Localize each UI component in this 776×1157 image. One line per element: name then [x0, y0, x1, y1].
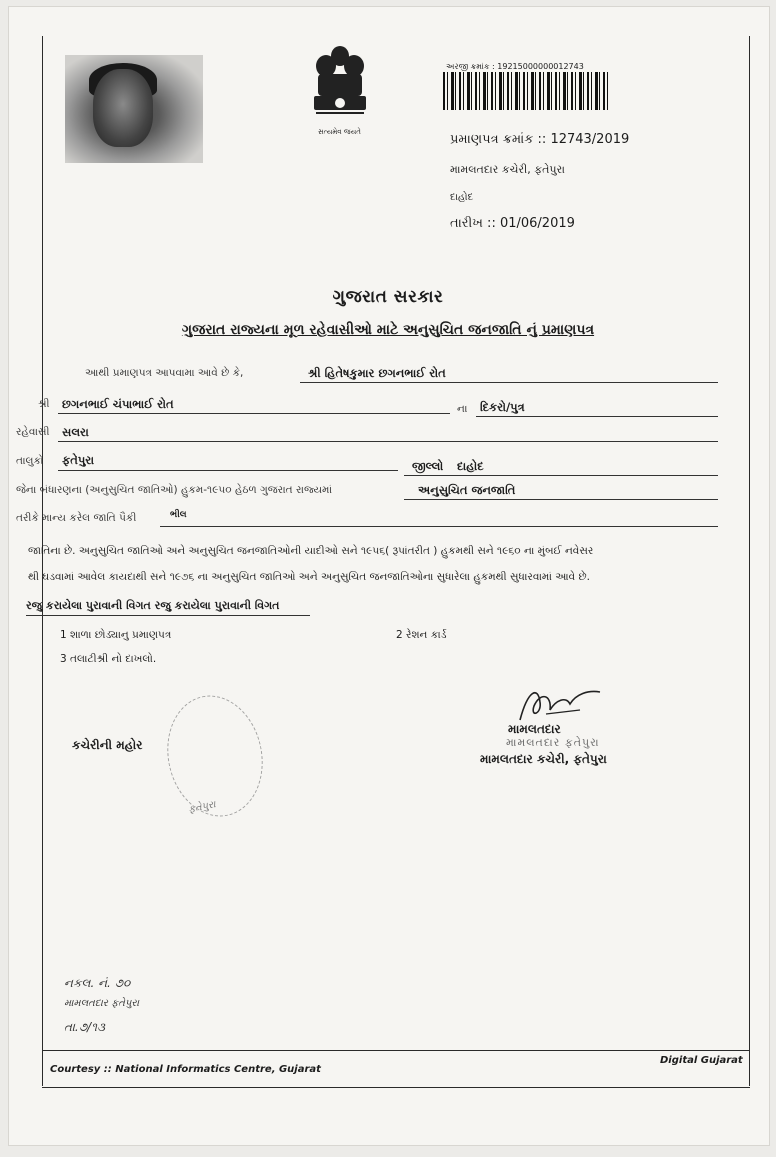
handwritten-date: તા.૭/૧૩	[64, 1020, 105, 1034]
na-label: ના	[457, 403, 468, 415]
application-number: અરજી ક્રમાંક : 19215000000012743	[446, 62, 584, 71]
document-item: 1 શાળા છોડ્યાનુ પ્રમાણપત્ર	[60, 629, 172, 641]
caste: ભીલ	[170, 510, 187, 520]
certificate-number: પ્રમાણપત્ર ક્રમાંક :: 12743/2019	[450, 132, 630, 147]
district-line-rule	[404, 475, 718, 476]
barcode	[443, 72, 611, 110]
relation: દિકરો/પુત્ર	[480, 400, 525, 414]
national-emblem-icon	[302, 42, 378, 142]
signature-mark	[510, 680, 610, 728]
office-seal-label: કચેરીની મહોર	[72, 738, 143, 752]
signatory-designation: મામલતદાર	[508, 722, 561, 736]
order-label: જેના બંધારણના (અનુસુચિત જાતિઓ) હુકમ-૧૯૫૦ હેઠળ ગુજરાત રાજ્યમાં	[16, 484, 333, 496]
category: અનુસુચિત જનજાતિ	[418, 483, 516, 497]
document-item: 3 તલાટીશ્રી નો દાખલો.	[60, 653, 157, 665]
district: દાહોદ	[457, 459, 484, 473]
resident-label: રહેવાસી	[16, 426, 50, 438]
holder-name-line	[300, 382, 718, 383]
relation-line	[476, 416, 718, 417]
category-line	[404, 499, 718, 500]
documents-heading: રજુ કરાયેલા પુરાવાની વિગત રજુ કરાયેલા પુરાવાની વિગત	[26, 599, 280, 612]
certificate-title: ગુજરાત રાજ્યના મૂળ રહેવાસીઓ માટે અનુસુચિત જનજાતિ નું પ્રમાણપત્ર	[181, 322, 595, 338]
documents-heading-underline	[26, 615, 310, 616]
footer-courtesy: Courtesy :: National Informatics Centre, Gujarat	[50, 1064, 321, 1075]
legal-paragraph-line-1: જાતિના છે. અનુસુચિત જાતિઓ અને અનુસુચિત જનજાતિઓની યાદીઓ સને ૧૯૫૬( રૂપાંતરીત ) હુકમથી સને ૧૯૬૦ ના મુંબઈ નવેસર	[28, 545, 594, 557]
village-line	[58, 441, 718, 442]
footer-brand: Digital Gujarat	[660, 1055, 743, 1066]
handwritten-copy-number: નકલ. નં. ૭૦	[64, 976, 131, 990]
office-line: મામલતદાર કચેરી, ફતેપુરા	[450, 163, 565, 176]
intro-label: આથી પ્રમાણપત્ર આપવામા આવે છે કે,	[85, 367, 244, 379]
document-item: 2 રેશન કાર્ડ	[396, 629, 447, 641]
taluka-line	[58, 470, 398, 471]
caste-line	[160, 526, 718, 527]
handwritten-office: મામલતદાર ફતેપુરા	[64, 998, 140, 1009]
district-line: દાહોદ	[450, 192, 474, 203]
holder-name: શ્રી હિતેષકુમાર છગનભાઈ રોત	[308, 366, 446, 380]
seal-ring-text: ફતેપુરા	[187, 799, 217, 816]
taluka: ફતેપુરા	[62, 453, 95, 467]
legal-paragraph-line-2: થી ઘડવામાં આવેલ કાયદાથી સને ૧૯૭૬ ના અનુસુચિત જાતિઓ અને અનુસુચિત જનજાતિઓના સુધારેલા હુકમથી સુધારવામાં આવે છે.	[28, 571, 590, 583]
signatory-stamp: મામલતદાર ફતેપુરા	[506, 736, 600, 749]
village: સલરા	[62, 425, 89, 439]
taluka-label: તાલુકો	[16, 455, 44, 467]
emblem-caption: સત્યમેવ જયતે	[318, 128, 361, 136]
applicant-photo	[65, 55, 203, 163]
signatory-office: મામલતદાર કચેરી, ફતેપુરા	[480, 752, 607, 766]
government-title: ગુજરાત સરકાર	[332, 287, 444, 307]
caste-label: તરીકે માન્ય કરેલ જાતિ પૈકી	[16, 512, 137, 524]
father-name-line	[58, 413, 450, 414]
issue-date: તારીખ :: 01/06/2019	[450, 216, 575, 231]
father-name: છગનભાઈ ચંપાભાઈ રોત	[62, 397, 174, 411]
shri-label: શ્રી	[38, 398, 50, 410]
district-label: જીલ્લો	[412, 459, 444, 473]
